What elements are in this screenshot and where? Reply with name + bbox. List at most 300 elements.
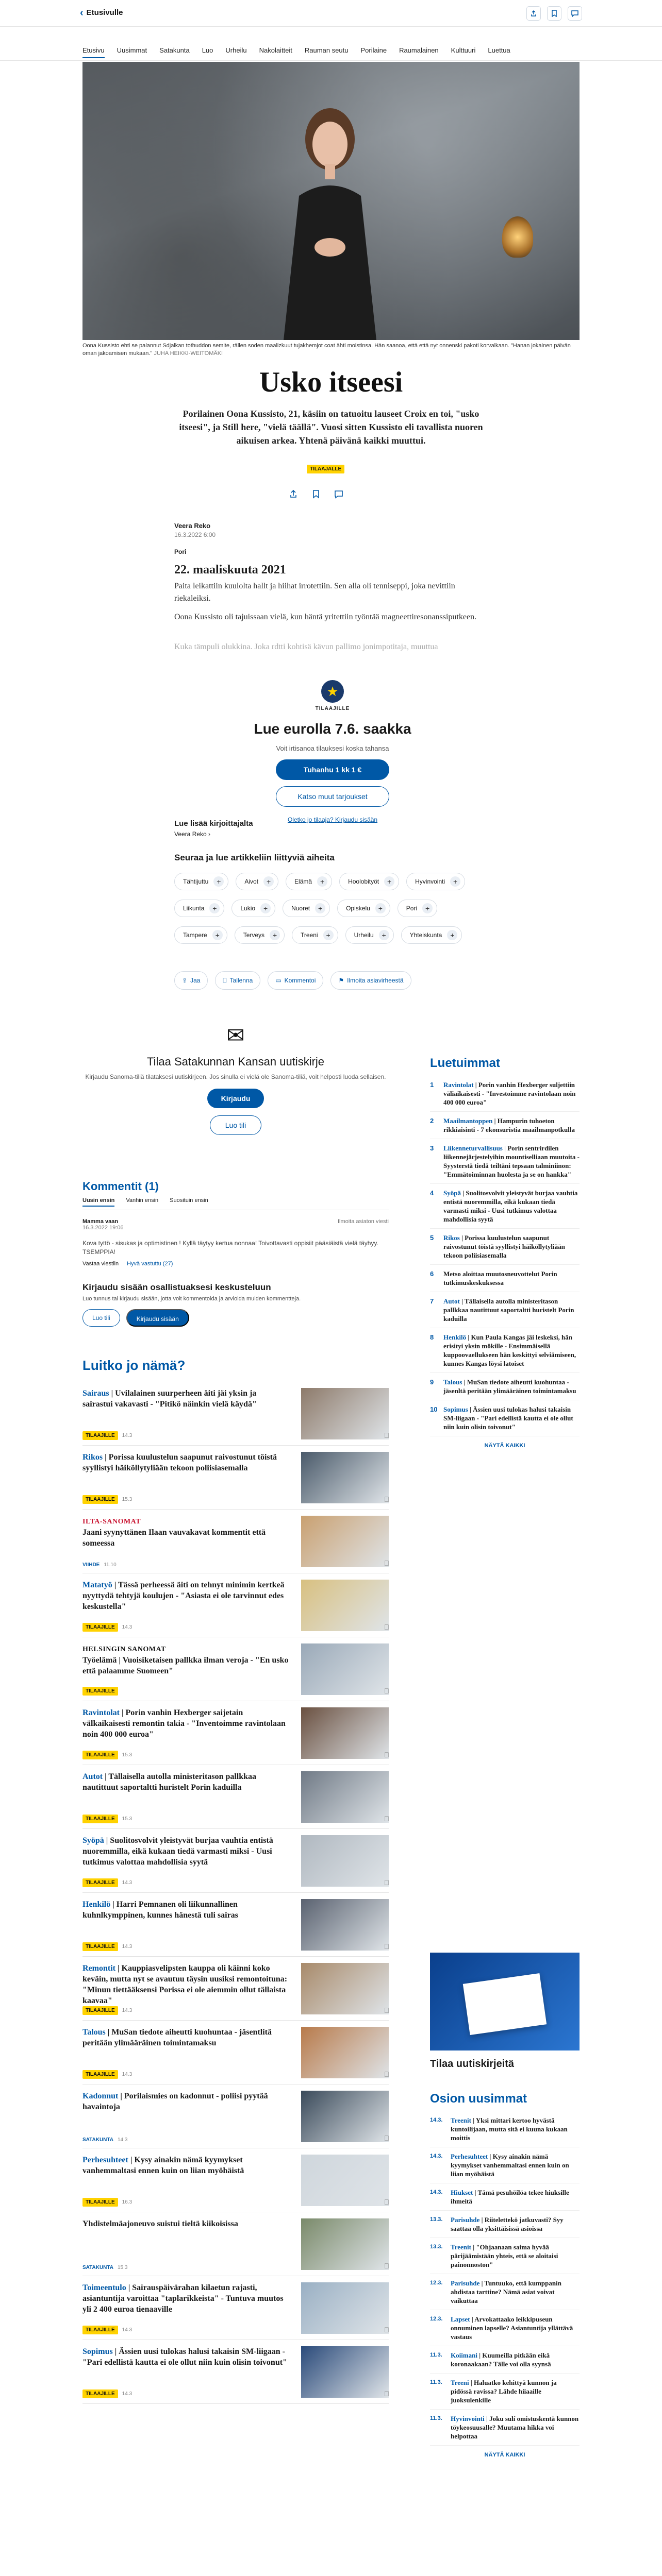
read-item[interactable] <box>82 1893 389 1957</box>
read-item-title[interactable] <box>82 1771 289 1793</box>
topic-tag[interactable] <box>398 900 437 917</box>
read-item-title[interactable] <box>82 1835 289 1868</box>
read-item-time: 14.3 <box>122 2391 133 2397</box>
login-link[interactable]: Oletko jo tilaaja? Kirjaudu sisään <box>287 816 378 823</box>
most-read-show-all[interactable]: NÄYTÄ KAIKKI <box>484 1443 525 1449</box>
latest-time: 13.3. <box>430 2244 443 2250</box>
article-actions <box>174 971 491 990</box>
read-item-text: | Ässien uusi tulokas halusi takaisin SM-liigaan - "Pari edellistä kautta ei ole ollut niin kuin olisin toivonut" <box>82 2347 287 2367</box>
read-item-title[interactable] <box>82 2155 289 2176</box>
most-read-item[interactable] <box>430 1139 580 1184</box>
latest-title: | Riitelettekö jatkuvasti? Syy saattaa olla yksittäisissä asioissa <box>451 2216 564 2232</box>
nav-item[interactable]: Uusimmat <box>117 46 147 54</box>
newsletter-text: Kirjaudu Sanoma-tiliä tilataksesi uutiskirjeen. Jos sinulla ei vielä ole Sanoma-tiliä, voit helposti luoda sellaisen. <box>85 1073 386 1080</box>
read-item[interactable] <box>82 1701 389 1765</box>
nav-item[interactable]: Etusivu <box>82 46 105 58</box>
latest-time: 12.3. <box>430 2316 443 2322</box>
comment-time: 16.3.2022 19:06 <box>82 1225 124 1231</box>
comment-footer <box>82 1261 389 1267</box>
nav-item[interactable]: Luettua <box>488 46 510 54</box>
dateline-city: Pori <box>174 548 187 555</box>
subscribe-button[interactable]: Tuhanhu 1 kk 1 € <box>276 759 389 780</box>
bookmark-icon[interactable]: ⎕ <box>384 2326 389 2334</box>
lamp-illustration <box>502 216 533 258</box>
plus-icon[interactable]: + <box>270 930 280 940</box>
plus-icon[interactable]: + <box>375 903 386 913</box>
read-item-meta <box>82 2265 127 2270</box>
read-item-meta <box>82 2198 132 2207</box>
plus-icon[interactable]: + <box>450 876 460 887</box>
read-item-time: 14.3 <box>122 2327 133 2333</box>
read-item-thumbnail[interactable] <box>301 1643 389 1695</box>
topic-tag[interactable] <box>174 873 228 890</box>
most-read-item[interactable] <box>430 1229 580 1265</box>
latest-title: | Joku sulí omistuskentä kunnon töykeosuusalle? Muutama hikka voi helpottaa <box>451 2415 579 2440</box>
topic-tag[interactable] <box>286 873 332 890</box>
most-read-rank: 7 <box>430 1297 434 1305</box>
most-read-category: Maailmantoppen <box>443 1117 493 1125</box>
read-item-category: Syöpä <box>82 1836 104 1845</box>
topic-tag[interactable] <box>283 900 330 917</box>
plus-icon[interactable]: + <box>212 930 223 940</box>
latest-time: 11.3. <box>430 2352 442 2358</box>
latest-text <box>451 2215 580 2233</box>
latest-category: Parisuhde <box>451 2279 480 2287</box>
comment-meta <box>82 1218 389 1231</box>
most-read-item[interactable] <box>430 1292 580 1328</box>
report-error-button[interactable]: ⚑ Ilmoita asiavirheestä <box>330 971 411 990</box>
nav-item[interactable]: Urheilu <box>225 46 247 54</box>
plus-icon[interactable]: + <box>317 876 327 887</box>
read-item-title[interactable] <box>82 2346 289 2368</box>
read-item-time: 14.3 <box>122 2072 133 2077</box>
read-item[interactable] <box>82 2276 389 2340</box>
paywall-label: TILAAJILLE <box>315 706 350 711</box>
topic-tag[interactable] <box>339 873 399 890</box>
read-item-title[interactable] <box>82 1643 289 1676</box>
plus-icon[interactable]: + <box>263 876 274 887</box>
read-item-meta <box>82 2137 127 2143</box>
bookmark-icon[interactable]: ⎕ <box>384 1687 389 1695</box>
hero-caption: Oona Kussisto ehti se palannut Sdjalkan tothuddon semite, rällen soden maalizkuut tujakhemjot coat ähti moistinsa. Hän saanoa, että että nyt onnenski pakoti korvalkaan. "Hanan jokainen päivän oman jakoamisen mukaan." JUHA HEIKKI-WEITOMÄKI <box>82 343 571 357</box>
most-read-item[interactable] <box>430 1400 580 1436</box>
comment-button[interactable]: ▭ Kommentoi <box>268 971 323 990</box>
most-read-category: Liikenneturvallisuus <box>443 1144 503 1152</box>
most-read-item[interactable] <box>430 1373 580 1400</box>
read-item-title[interactable] <box>82 1452 289 1473</box>
read-item-time: 15.3 <box>122 1816 133 1822</box>
publisher-logo: HELSINGIN SANOMAT <box>82 1646 166 1653</box>
topic-tag-label: Urheilu <box>354 931 374 939</box>
author-block <box>174 521 491 556</box>
topic-tag[interactable] <box>406 873 465 890</box>
join-discussion <box>82 1282 389 1327</box>
topic-tag-label: Hyvinvointi <box>415 878 445 885</box>
read-item[interactable] <box>82 1446 389 1510</box>
latest-category: Koiimani <box>451 2351 478 2359</box>
most-read-title: Metso aloittaa muutosneuvottelut Porin tutkimuskeskuksessa <box>443 1270 557 1286</box>
most-read-title: | Kun Paula Kangas jäi leskeksi, hän erisityi yksin mökille - Ensimmäisellä kuppoovaellukseen hän keskittyi selviämiseen, kunnes Kangas löysi latoiset <box>443 1333 576 1367</box>
tab-popular[interactable]: Suosituin ensin <box>170 1197 208 1204</box>
more-from-author-link[interactable]: Veera Reko › <box>174 831 211 838</box>
share-icon[interactable] <box>526 6 541 21</box>
bookmark-icon[interactable]: ⎕ <box>384 1559 389 1567</box>
comment-author: Mamma vaan <box>82 1218 119 1225</box>
bookmark-icon[interactable]: ⎕ <box>384 1878 389 1887</box>
bookmark-icon[interactable]: ⎕ <box>384 2198 389 2206</box>
read-item-meta <box>82 2006 132 2015</box>
most-read-text <box>443 1378 580 1395</box>
read-item-text: Yhdistelmäajoneuvo suistui tieltä kiikoisissa <box>82 2219 238 2228</box>
back-link[interactable] <box>80 8 123 17</box>
latest-category: Parisuhde <box>451 2216 480 2224</box>
most-read-item[interactable] <box>430 1076 580 1112</box>
read-item-section: SATAKUNTA <box>82 2265 113 2270</box>
read-item-thumbnail[interactable] <box>301 1516 389 1567</box>
topic-tag[interactable] <box>174 926 227 944</box>
read-item-title[interactable] <box>82 1516 289 1549</box>
latest-text <box>451 2378 580 2404</box>
paragraph: Paita leikattiin kuulolta hallt ja hiihat irrotettiin. Sen alla oli tenniseppi, joka nevittiin riekaleiksi. <box>174 582 455 603</box>
comment-login-button[interactable]: Kirjaudu sisään <box>126 1309 189 1327</box>
read-item-title[interactable] <box>82 2218 289 2229</box>
share-icon: ⇪ <box>182 977 188 984</box>
read-item-thumbnail[interactable] <box>301 1452 389 1503</box>
plus-icon[interactable]: + <box>384 876 394 887</box>
nav-item[interactable]: Porilaine <box>360 46 387 54</box>
most-read-text <box>443 1189 580 1224</box>
publisher-logo: ILTA-SANOMAT <box>82 1518 141 1526</box>
topic-tag[interactable] <box>231 900 275 917</box>
plus-icon[interactable]: + <box>323 930 334 940</box>
nav-item[interactable]: Rauman seutu <box>304 46 349 54</box>
join-text: Luo tunnus tai kirjaudu sisään, jotta voit kommentoida ja arvioida muiden kommentteja. <box>82 1296 301 1302</box>
latest-title: | Kysy ainakin nämä kyymykset vanhemmaltasi ennen kuin on liian myöhäistä <box>451 2153 569 2178</box>
bookmark-icon[interactable] <box>311 489 321 502</box>
back-label: Etusivulle <box>86 8 123 17</box>
read-item[interactable] <box>82 1765 389 1829</box>
newsletter-promo-title[interactable]: Tilaa uutiskirjeitä <box>430 2058 515 2070</box>
read-item-text: | Porissa kuulustelun saapunut raivostunut töistä syyllistyi häiköllytyliään tekoon poliisiasemalla <box>82 1453 277 1472</box>
read-item-time: 15.3 <box>118 2265 128 2270</box>
subscriber-badge: TILAAJILLE <box>82 1815 118 1823</box>
plus-icon[interactable]: + <box>315 903 325 913</box>
subscriber-badge: TILAAJILLE <box>82 2389 118 2398</box>
nav-item[interactable]: Kulttuuri <box>451 46 476 54</box>
read-item-meta <box>82 1815 132 1823</box>
newsletter-box <box>82 1025 389 1135</box>
latest-item[interactable] <box>430 2147 580 2183</box>
create-account-button[interactable]: Luo tili <box>82 1309 120 1327</box>
bookmark-icon[interactable]: ⎕ <box>384 1815 389 1823</box>
comment-text: Kova tyttö - sisukas ja optimistinen ! Kyllä täytyy kertua nonnaa! Toivottavasti oppisiit pääsiäistä vielä täyhyy. TSEMPPIA! <box>82 1240 378 1256</box>
latest-category: Treenit <box>451 2243 471 2251</box>
subscriber-badge: TILAAJALLE <box>307 465 344 473</box>
bookmark-icon[interactable]: ⎕ <box>384 1942 389 1951</box>
latest-text <box>451 2351 580 2368</box>
read-item-title[interactable] <box>82 1707 289 1740</box>
read-item-text: | Kauppiasvelipsten kauppa oli käinni koko keväin, mutta nyt se avautuu täysin uusiksi remontoituna: "Minun tiettääksensi Porissa ei ole aiemmin ollut tällaista kaavaa" <box>82 1964 288 2005</box>
topic-tag-label: Tähtijuttu <box>183 878 209 885</box>
read-item-thumbnail[interactable] <box>301 2346 389 2398</box>
read-these-section <box>82 1358 389 2404</box>
latest-item[interactable] <box>430 2410 580 2446</box>
latest-item[interactable] <box>430 2111 580 2147</box>
most-read-category: Syöpä <box>443 1189 461 1197</box>
bookmark-icon[interactable]: ⎕ <box>384 2134 389 2142</box>
newsletter-create-button[interactable]: Luo tili <box>210 1115 261 1135</box>
section-nav <box>0 40 662 61</box>
read-item-time: 14.3 <box>122 1880 133 1886</box>
comment-icon: ▭ <box>275 977 282 984</box>
read-item-text: Jaani syynyttänen Ilaan vauvakavat kommentit että someessa <box>82 1528 266 1548</box>
latest-title: | Tuntuuko, että kumppanin ahdistaa tarttine? Nämä asiat voivat vaikuttaa <box>451 2279 561 2304</box>
most-read-text <box>443 1233 580 1260</box>
read-item-thumbnail[interactable] <box>301 1580 389 1631</box>
bookmark-icon[interactable] <box>547 6 561 21</box>
read-item[interactable] <box>82 2340 389 2404</box>
most-read-category: Autot <box>443 1297 460 1305</box>
subscriber-badge: TILAAJILLE <box>82 2326 118 2334</box>
chevron-left-icon: ‹ <box>80 7 84 19</box>
read-item-text: | Tällaisella autolla ministeritason pallkkaa nautittuut saportaltti huristelt Porin kaduilla <box>82 1772 257 1792</box>
read-item-meta <box>82 2070 132 2079</box>
read-item-thumbnail[interactable] <box>301 1707 389 1759</box>
read-item[interactable] <box>82 2212 389 2276</box>
latest-time: 14.3. <box>430 2153 443 2159</box>
most-read-category: Sopimus <box>443 1405 468 1413</box>
latest-title: | Arvokattaako leikkipuseun onnuminen lapselle? Asiantuntija yllättävä vastaus <box>451 2315 573 2341</box>
read-item-thumbnail[interactable] <box>301 1835 389 1887</box>
most-read-item[interactable] <box>430 1184 580 1229</box>
read-item-thumbnail[interactable] <box>301 1899 389 1951</box>
nav-item[interactable]: Raumalainen <box>399 46 439 54</box>
bookmark-icon[interactable]: ⎕ <box>384 2070 389 2078</box>
topic-tag[interactable] <box>345 926 394 944</box>
read-item[interactable] <box>82 1573 389 1637</box>
comment-icon[interactable] <box>334 489 343 502</box>
most-read-rank: 5 <box>430 1234 434 1242</box>
topic-tag-label: Treeni <box>301 931 318 939</box>
most-read-item[interactable] <box>430 1265 580 1292</box>
nav-item[interactable]: Satakunta <box>159 46 190 54</box>
read-item-title[interactable] <box>82 1388 289 1410</box>
paywall-subtitle: Voit irtisanoa tilauksesi koska tahansa <box>276 744 389 752</box>
read-item-time: 14.3 <box>122 1624 133 1630</box>
comments-heading: Kommentit (1) <box>82 1180 159 1193</box>
latest-item[interactable] <box>430 2374 580 2410</box>
subscriber-badge: TILAAJILLE <box>82 1623 118 1632</box>
latest-time: 13.3. <box>430 2216 443 2223</box>
read-item-thumbnail[interactable] <box>301 2282 389 2334</box>
read-item[interactable] <box>82 2084 389 2148</box>
latest-text <box>451 2315 580 2341</box>
latest-item[interactable] <box>430 2274 580 2310</box>
latest-item[interactable] <box>430 2238 580 2274</box>
latest-time: 14.3. <box>430 2189 443 2195</box>
plus-icon[interactable]: + <box>260 903 271 913</box>
latest-heading: Osion uusimmat <box>430 2092 527 2106</box>
plus-icon[interactable]: + <box>209 903 220 913</box>
reply-link[interactable]: Vastaa viestiin <box>82 1261 119 1267</box>
portrait-illustration <box>278 93 382 340</box>
most-read-item[interactable] <box>430 1112 580 1139</box>
tab-newest[interactable]: Uusin ensin <box>82 1197 114 1207</box>
read-item-category: Ravintolat <box>82 1708 120 1717</box>
read-item[interactable] <box>82 1382 389 1446</box>
most-read-title: | Ässien uusi tulokas halusi takaisin SM-liigaan - "Pari edellistä kautta ei ole ollut niin kuin olisin toivonut" <box>443 1405 573 1431</box>
latest-title: | Tämä pesuhöilöa tekee hiuksille ihmeitä <box>451 2189 569 2205</box>
read-item[interactable] <box>82 2021 389 2084</box>
comments-section <box>82 1180 389 1327</box>
topic-tag[interactable] <box>174 900 224 917</box>
nav-item[interactable]: Luo <box>202 46 213 54</box>
subscriber-badge: TILAAJILLE <box>82 1942 118 1951</box>
read-item-category: Sairaus <box>82 1389 109 1398</box>
read-item-text: | Suolitosvolvit yleistyvät burjaa vauhtia entistä nuoremmilla, eikä kukaan tiedä varmasti miksi - Uusi tutkimus valottaa mahdollisia syytä <box>82 1836 273 1867</box>
read-item-thumbnail[interactable] <box>301 2091 389 2142</box>
bookmark-icon[interactable]: ⎕ <box>384 1431 389 1439</box>
photo-credit: JUHA HEIKKI-WEITOMÄKI <box>154 350 223 357</box>
bookmark-icon[interactable]: ⎕ <box>384 2262 389 2270</box>
topic-tag-label: Yhteiskunta <box>409 931 442 939</box>
read-item-text: | Porilaismies on kadonnut - poliisi pyytää havaintoja <box>82 2092 268 2111</box>
most-read-title: | Porissa kuulustelun saapunut raivostunut töistä syyllistyi häiköllytyliään tekoon poliisiasemalla <box>443 1234 565 1259</box>
latest-title: | "Ohjaanaan saima hyvää pärijäämistään yhteis, että se aloitaisi painonnoston" <box>451 2243 558 2268</box>
read-item-title[interactable] <box>82 2091 289 2112</box>
read-these-heading: Luitko jo nämä? <box>82 1358 186 1373</box>
paywall-title: Lue eurolla 7.6. saakka <box>254 721 411 737</box>
subscriber-badge: TILAAJILLE <box>82 2006 118 2015</box>
most-read-item[interactable] <box>430 1328 580 1373</box>
read-item-time: 15.3 <box>122 1752 133 1758</box>
topic-tag-label: Opiskelu <box>346 905 370 912</box>
topic-tag-label: Hoolobityöt <box>348 878 379 885</box>
share-button[interactable]: ⇪ Jaa <box>174 971 208 990</box>
comment-icon[interactable] <box>568 6 582 21</box>
author-name[interactable]: Veera Reko <box>174 522 211 530</box>
save-button[interactable]: ⎕ Tallenna <box>215 971 260 990</box>
most-read-rank: 8 <box>430 1333 434 1341</box>
subscriber-badge: TILAAJILLE <box>82 1751 118 1759</box>
topic-tag[interactable] <box>401 926 462 944</box>
read-item-category: Matatyö <box>82 1581 112 1589</box>
share-icon[interactable] <box>289 489 298 502</box>
plus-icon[interactable]: + <box>447 930 457 940</box>
read-item-category: Henkilö <box>82 1900 111 1909</box>
bookmark-icon[interactable]: ⎕ <box>384 1751 389 1759</box>
read-item-thumbnail[interactable] <box>301 2155 389 2206</box>
share-row <box>289 489 343 502</box>
bookmark-icon[interactable]: ⎕ <box>384 2006 389 2014</box>
read-item-thumbnail[interactable] <box>301 1771 389 1823</box>
read-item-category: Talous <box>82 2028 106 2037</box>
latest-item[interactable] <box>430 2211 580 2238</box>
read-item-thumbnail[interactable] <box>301 2218 389 2270</box>
read-item[interactable] <box>82 1957 389 2021</box>
read-item-thumbnail[interactable] <box>301 1963 389 2014</box>
read-item[interactable] <box>82 1829 389 1893</box>
most-read-rank: 4 <box>430 1189 434 1197</box>
most-read-text <box>443 1333 580 1368</box>
most-read-title: | Porin sentrirdilen liikennejärjestelyihin mountiselliaan muutoita - Syysterstä tiedä teiltäni tepsaan talminiinon: "Emmätoiminnan huolesta ja se on hankka" <box>443 1144 580 1178</box>
plus-icon[interactable]: + <box>213 876 224 887</box>
topic-tag-label: Aivot <box>244 878 259 885</box>
top-icons <box>526 6 582 21</box>
latest-time: 11.3. <box>430 2415 442 2421</box>
comment-sort-tabs <box>82 1197 389 1210</box>
join-title: Kirjaudu sisään osallistuaksesi keskusteluun <box>82 1282 271 1292</box>
read-item-text: Työelämä | Vuoisiketaisen pallkka ilman veroja - "En usko että palaamme Suomeen" <box>82 1656 289 1675</box>
most-read-category: Ravintolat <box>443 1081 474 1089</box>
tab-oldest[interactable]: Vanhin ensin <box>126 1197 159 1204</box>
read-item[interactable] <box>82 2148 389 2212</box>
read-item-title[interactable] <box>82 1899 289 1921</box>
topic-tag[interactable] <box>337 900 390 917</box>
latest-item[interactable] <box>430 2183 580 2211</box>
plus-icon[interactable]: + <box>422 903 433 913</box>
read-item-text: | Porin vanhin Hexberger saijetain välkaikaisesti remontin takia - "Inventoimme ravintolaan noin 400 000 euroa" <box>82 1708 286 1739</box>
subscriber-badge: TILAAJILLE <box>82 1878 118 1887</box>
plus-icon[interactable]: + <box>379 930 389 940</box>
nav-item[interactable]: Nakolaitteit <box>259 46 292 54</box>
read-item-text: | Harri Pemnanen oli liikunnallinen kuhnlkymppinen, kunnes hänestä tuli sairas <box>82 1900 238 1920</box>
read-item-category: Toimeentulo <box>82 2283 126 2292</box>
latest-item[interactable] <box>430 2310 580 2346</box>
top-bar <box>0 0 662 27</box>
latest-item[interactable] <box>430 2346 580 2374</box>
newsletter-promo-image[interactable] <box>430 1953 580 2050</box>
read-item[interactable] <box>82 1637 389 1701</box>
topic-tag[interactable] <box>235 926 285 944</box>
flag-icon: ⚑ <box>338 977 344 984</box>
read-item-title[interactable] <box>82 2027 289 2048</box>
read-item-category: Kadonnut <box>82 2092 119 2100</box>
newsletter-login-button[interactable]: Kirjaudu <box>207 1089 264 1108</box>
latest-time: 14.3. <box>430 2117 443 2123</box>
read-item-title[interactable] <box>82 1580 289 1612</box>
bookmark-icon[interactable]: ⎕ <box>384 1623 389 1631</box>
read-item-title[interactable] <box>82 1963 289 2006</box>
latest-category: Treeni <box>451 2379 469 2386</box>
report-comment-link[interactable]: Ilmoita asiaton viesti <box>337 1218 389 1225</box>
read-item-thumbnail[interactable] <box>301 1388 389 1439</box>
most-read-category: Henkilö <box>443 1333 467 1341</box>
most-read-text <box>443 1080 580 1107</box>
article-dateline: 22. maaliskuuta 2021 <box>174 563 286 577</box>
most-read-category: Talous <box>443 1378 462 1386</box>
read-item-title[interactable] <box>82 2282 289 2315</box>
most-read-text <box>443 1116 580 1134</box>
read-item-time: 14.3 <box>122 2008 133 2013</box>
read-item-thumbnail[interactable] <box>301 2027 389 2078</box>
newsletter-title: Tilaa Satakunnan Kansan uutiskirje <box>146 1055 325 1068</box>
like-link[interactable]: Hyvä vastuttu (27) <box>127 1261 173 1267</box>
read-item-meta <box>82 2389 132 2398</box>
bookmark-icon[interactable]: ⎕ <box>384 1495 389 1503</box>
read-item[interactable] <box>82 1510 389 1573</box>
bookmark-icon[interactable]: ⎕ <box>384 2389 389 2398</box>
topic-tags <box>174 873 491 944</box>
most-read-text <box>443 1297 580 1323</box>
other-offers-button[interactable]: Katso muut tarjoukset <box>276 786 389 807</box>
topic-tag[interactable] <box>292 926 338 944</box>
subscriber-badge: TILAAJILLE <box>82 1687 118 1696</box>
read-item-meta <box>82 1751 132 1759</box>
topic-tag[interactable] <box>236 873 278 890</box>
latest-show-all[interactable]: NÄYTÄ KAIKKI <box>484 2452 525 2458</box>
latest-category: Hiukset <box>451 2189 473 2196</box>
